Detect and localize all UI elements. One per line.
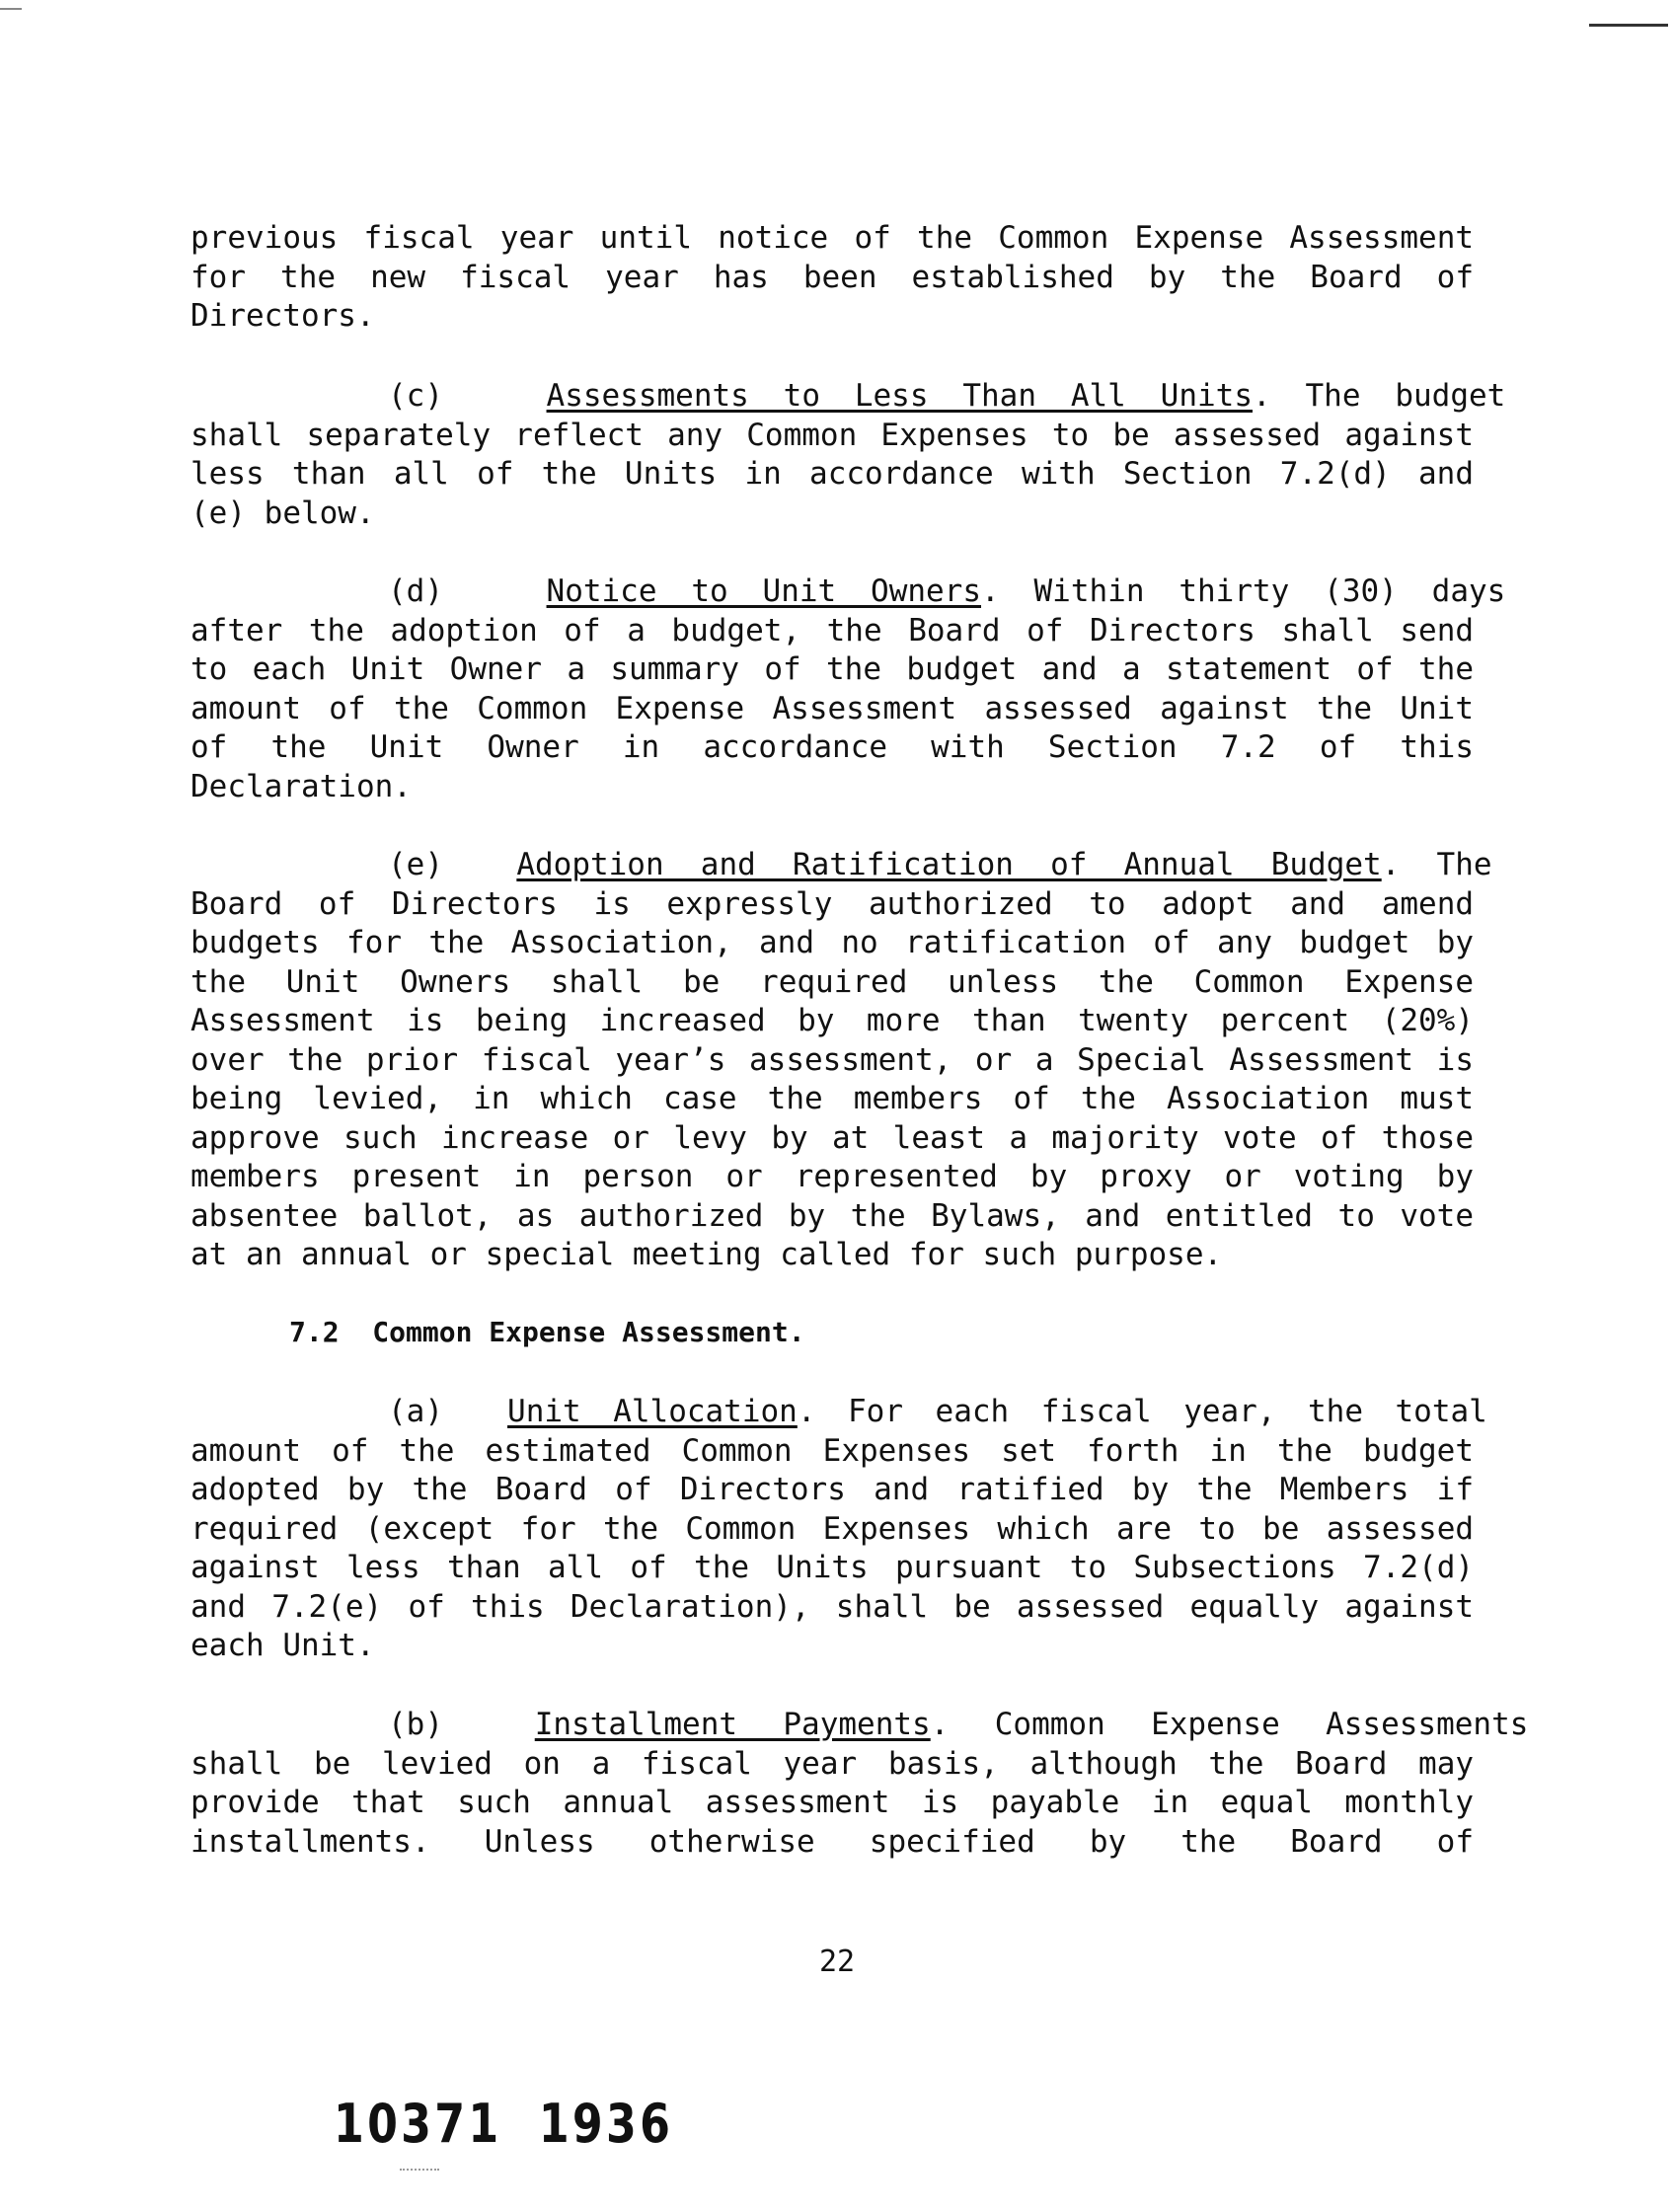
- recording-stamp: 10371 1936: [334, 2093, 674, 2155]
- paragraph-first-line: [190, 1706, 1529, 1745]
- paragraph-title: Adoption and Ratification of Annual Budget: [516, 847, 1382, 882]
- paragraph-title: Notice to Unit Owners: [546, 573, 982, 609]
- paragraph-label: (b): [388, 1707, 443, 1742]
- scan-artifact: [1589, 24, 1668, 27]
- text-line: approve such increase or levy by at least a majority vote of those: [190, 1119, 1474, 1156]
- paragraph-label: (e): [388, 847, 443, 882]
- paragraph-first-rest: . For each fiscal year, the total: [797, 1394, 1487, 1429]
- scan-artifact: [0, 8, 22, 10]
- text-line: provide that such annual assessment is payable in equal monthly: [190, 1785, 1475, 1820]
- text-line: at an annual or special meeting called for such purpose.: [190, 1237, 1223, 1272]
- text-line: adopted by the Board of Directors and ratified by the Members if: [190, 1472, 1474, 1507]
- paragraph-7-2-a: [190, 1393, 1487, 1666]
- paragraph-label: (c): [388, 378, 443, 414]
- paragraph-first-line: [190, 572, 1506, 612]
- page-number: 22: [818, 1945, 856, 1979]
- paragraph-c: [190, 377, 1506, 533]
- text-line: Board of Directors is expressly authorized to adopt and amend: [190, 885, 1475, 922]
- text-line: Assessment is being increased by more than twenty percent (20%): [190, 1003, 1475, 1038]
- text-line: Declaration.: [190, 768, 412, 804]
- text-line: previous fiscal year until notice of the Common Expense Assessment: [190, 220, 1475, 256]
- text-line: members present in person or represented by proxy or voting by: [190, 1159, 1474, 1194]
- text-line: the Unit Owners shall be required unless the Common Expense: [190, 963, 1474, 1000]
- text-line: to each Unit Owner a summary of the budget and a statement of the: [190, 651, 1474, 687]
- paragraph-7-2-b: [190, 1706, 1529, 1862]
- paragraph-e: [190, 846, 1492, 1275]
- text-line: of the Unit Owner in accordance with Section 7.2 of this: [190, 729, 1474, 765]
- paragraph-first-rest: . Within thirty (30) days: [981, 573, 1506, 609]
- text-line: required (except for the Common Expenses which are to be assessed: [190, 1510, 1475, 1547]
- paragraph-label: (a): [388, 1394, 443, 1429]
- text-line: shall separately reflect any Common Expenses to be assessed against: [190, 417, 1474, 453]
- paragraph-title: Installment Payments: [534, 1707, 931, 1742]
- text-line: amount of the estimated Common Expenses set forth in the budget: [190, 1432, 1475, 1469]
- text-line: and 7.2(e) of this Declaration), shall be assessed equally against: [190, 1588, 1475, 1625]
- text-line: over the prior fiscal year’s assessment, or a Special Assessment is: [190, 1041, 1474, 1078]
- text-line: Directors.: [190, 298, 375, 334]
- text-line: budgets for the Association, and no ratification of any budget by: [190, 925, 1475, 960]
- text-line: for the new fiscal year has been established by the Board of: [190, 259, 1474, 295]
- paragraph-first-rest: . Common Expense Assessments: [930, 1707, 1529, 1742]
- scan-artifact: [400, 2169, 439, 2173]
- paragraph-label: (d): [388, 573, 443, 609]
- text-line: being levied, in which case the members of the Association must: [190, 1081, 1475, 1116]
- paragraph-first-line: [190, 377, 1506, 417]
- text-line: shall be levied on a fiscal year basis, although the Board may: [190, 1745, 1475, 1782]
- paragraph-title: Assessments to Less Than All Units: [546, 378, 1253, 414]
- text-line: less than all of the Units in accordance with Section 7.2(d) and: [190, 456, 1474, 492]
- text-line: absentee ballot, as authorized by the Bylaws, and entitled to vote: [190, 1197, 1474, 1234]
- paragraph-first-line: [190, 1393, 1487, 1432]
- paragraph-first-rest: . The budget: [1253, 378, 1506, 414]
- paragraph-d: [190, 572, 1506, 806]
- paragraph-continuation: [190, 219, 1474, 337]
- text-line: installments. Unless otherwise specified by the Board of: [190, 1823, 1474, 1860]
- paragraph-first-line: [190, 846, 1492, 885]
- section-heading: 7.2 Common Expense Assessment.: [289, 1316, 805, 1348]
- paragraph-title: Unit Allocation: [507, 1394, 798, 1429]
- text-line: amount of the Common Expense Assessment assessed against the Unit: [190, 690, 1474, 726]
- text-line: against less than all of the Units pursuant to Subsections 7.2(d): [190, 1550, 1475, 1585]
- text-line: each Unit.: [190, 1628, 375, 1663]
- text-line: after the adoption of a budget, the Board of Directors shall send: [190, 612, 1475, 648]
- text-line: (e) below.: [190, 495, 375, 531]
- paragraph-first-rest: . The: [1381, 847, 1492, 882]
